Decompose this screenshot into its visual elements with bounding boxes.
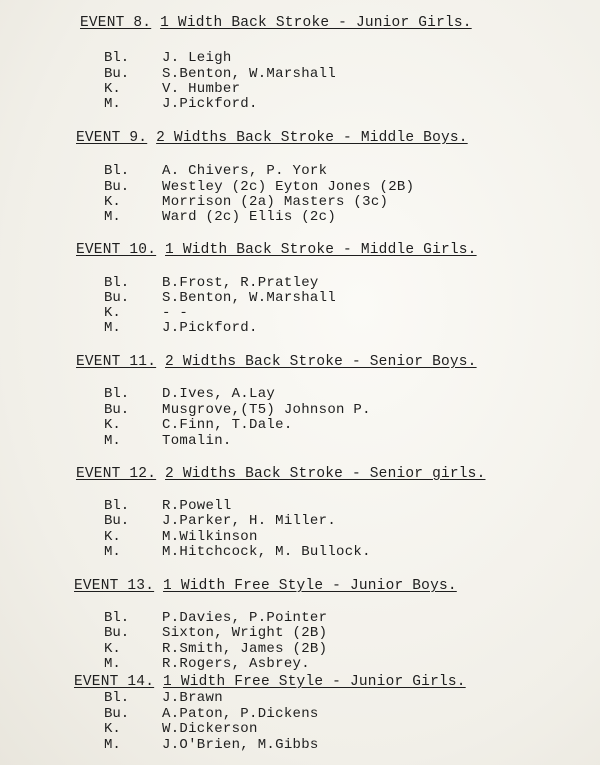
house-code: M. [104,209,121,225]
entry-row [0,66,600,82]
entrant-names: A.Paton, P.Dickens [162,706,319,722]
entry-row [0,690,600,706]
entrant-names: Musgrove,(T5) Johnson P. [162,402,371,418]
house-code: K. [104,529,121,545]
house-code: Bu. [104,625,130,641]
event-title: 1 Width Free Style - Junior Boys. [163,578,457,594]
house-code: M. [104,737,121,753]
entry-row [0,513,600,529]
entrant-names: A. Chivers, P. York [162,163,328,179]
entry-row [0,529,600,545]
entry-row [0,290,600,306]
entry-row [0,209,600,225]
house-code: M. [104,320,121,336]
house-code: M. [104,433,121,449]
house-code: Bl. [104,386,130,402]
event-label: EVENT 13. [74,578,155,594]
entrant-names: J.Pickford. [162,320,258,336]
event-label: EVENT 11. [76,354,157,370]
entry-row [0,721,600,737]
house-code: Bu. [104,66,130,82]
house-code: M. [104,656,121,672]
house-code: Bl. [104,498,130,514]
entry-row [0,320,600,336]
house-code: Bl. [104,610,130,626]
entrant-names: D.Ives, A.Lay [162,386,276,402]
entry-row [0,194,600,210]
house-code: K. [104,417,121,433]
entrant-names: B.Frost, R.Pratley [162,275,319,291]
event-heading [74,674,466,690]
entry-row [0,656,600,672]
entry-row [0,544,600,560]
entry-row [0,625,600,641]
entry-row [0,737,600,753]
entry-row [0,163,600,179]
house-code: K. [104,81,121,97]
event-title: 1 Width Free Style - Junior Girls. [163,674,466,690]
house-code: Bl. [104,50,130,66]
house-code: Bu. [104,179,130,195]
house-code: Bl. [104,163,130,179]
house-code: K. [104,721,121,737]
entrant-names: J.Parker, H. Miller. [162,513,337,529]
entrant-names: Westley (2c) Eyton Jones (2B) [162,179,415,195]
entry-row [0,81,600,97]
entrant-names: Morrison (2a) Masters (3c) [162,194,389,210]
entry-row [0,498,600,514]
entry-row [0,402,600,418]
entry-row [0,96,600,112]
event-label: EVENT 9. [76,130,148,146]
entrant-names: Tomalin. [162,433,232,449]
house-code: Bu. [104,513,130,529]
entrant-names: J.O'Brien, M.Gibbs [162,737,319,753]
house-code: M. [104,96,121,112]
event-title: 1 Width Back Stroke - Junior Girls. [160,15,472,31]
house-code: Bu. [104,402,130,418]
entry-row [0,706,600,722]
entry-row [0,50,600,66]
entry-row [0,641,600,657]
house-code: M. [104,544,121,560]
house-code: K. [104,641,121,657]
entry-row [0,179,600,195]
entry-row [0,417,600,433]
entrant-names: R.Smith, James (2B) [162,641,328,657]
event-title: 2 Widths Back Stroke - Middle Boys. [156,130,468,146]
entrant-names: J.Pickford. [162,96,258,112]
event-label: EVENT 14. [74,674,155,690]
event-heading [76,130,468,146]
event-heading [76,242,477,258]
entry-row [0,610,600,626]
entrant-names: C.Finn, T.Dale. [162,417,293,433]
entrant-names: M.Hitchcock, M. Bullock. [162,544,371,560]
entrant-names: - - [162,305,189,321]
entrant-names: R.Powell [162,498,232,514]
house-code: Bu. [104,290,130,306]
entrant-names: S.Benton, W.Marshall [162,290,337,306]
house-code: Bl. [104,275,130,291]
entry-row [0,433,600,449]
event-heading [80,15,472,31]
entrant-names: M.Wilkinson [162,529,258,545]
house-code: K. [104,194,121,210]
entrant-names: R.Rogers, Asbrey. [162,656,310,672]
event-heading [76,354,477,370]
entrant-names: J.Brawn [162,690,223,706]
event-title: 2 Widths Back Stroke - Senior Boys. [165,354,477,370]
entrant-names: S.Benton, W.Marshall [162,66,337,82]
entrant-names: Ward (2c) Ellis (2c) [162,209,337,225]
event-label: EVENT 12. [76,466,157,482]
entrant-names: Sixton, Wright (2B) [162,625,328,641]
event-label: EVENT 8. [80,15,152,31]
house-code: Bu. [104,706,130,722]
entrant-names: V. Humber [162,81,241,97]
event-heading [74,578,457,594]
house-code: K. [104,305,121,321]
entry-row [0,386,600,402]
event-label: EVENT 10. [76,242,157,258]
event-heading [76,466,485,482]
house-code: Bl. [104,690,130,706]
event-title: 2 Widths Back Stroke - Senior girls. [165,466,486,482]
entrant-names: J. Leigh [162,50,232,66]
entry-row [0,305,600,321]
entrant-names: W.Dickerson [162,721,258,737]
event-title: 1 Width Back Stroke - Middle Girls. [165,242,477,258]
entrant-names: P.Davies, P.Pointer [162,610,328,626]
entry-row [0,275,600,291]
